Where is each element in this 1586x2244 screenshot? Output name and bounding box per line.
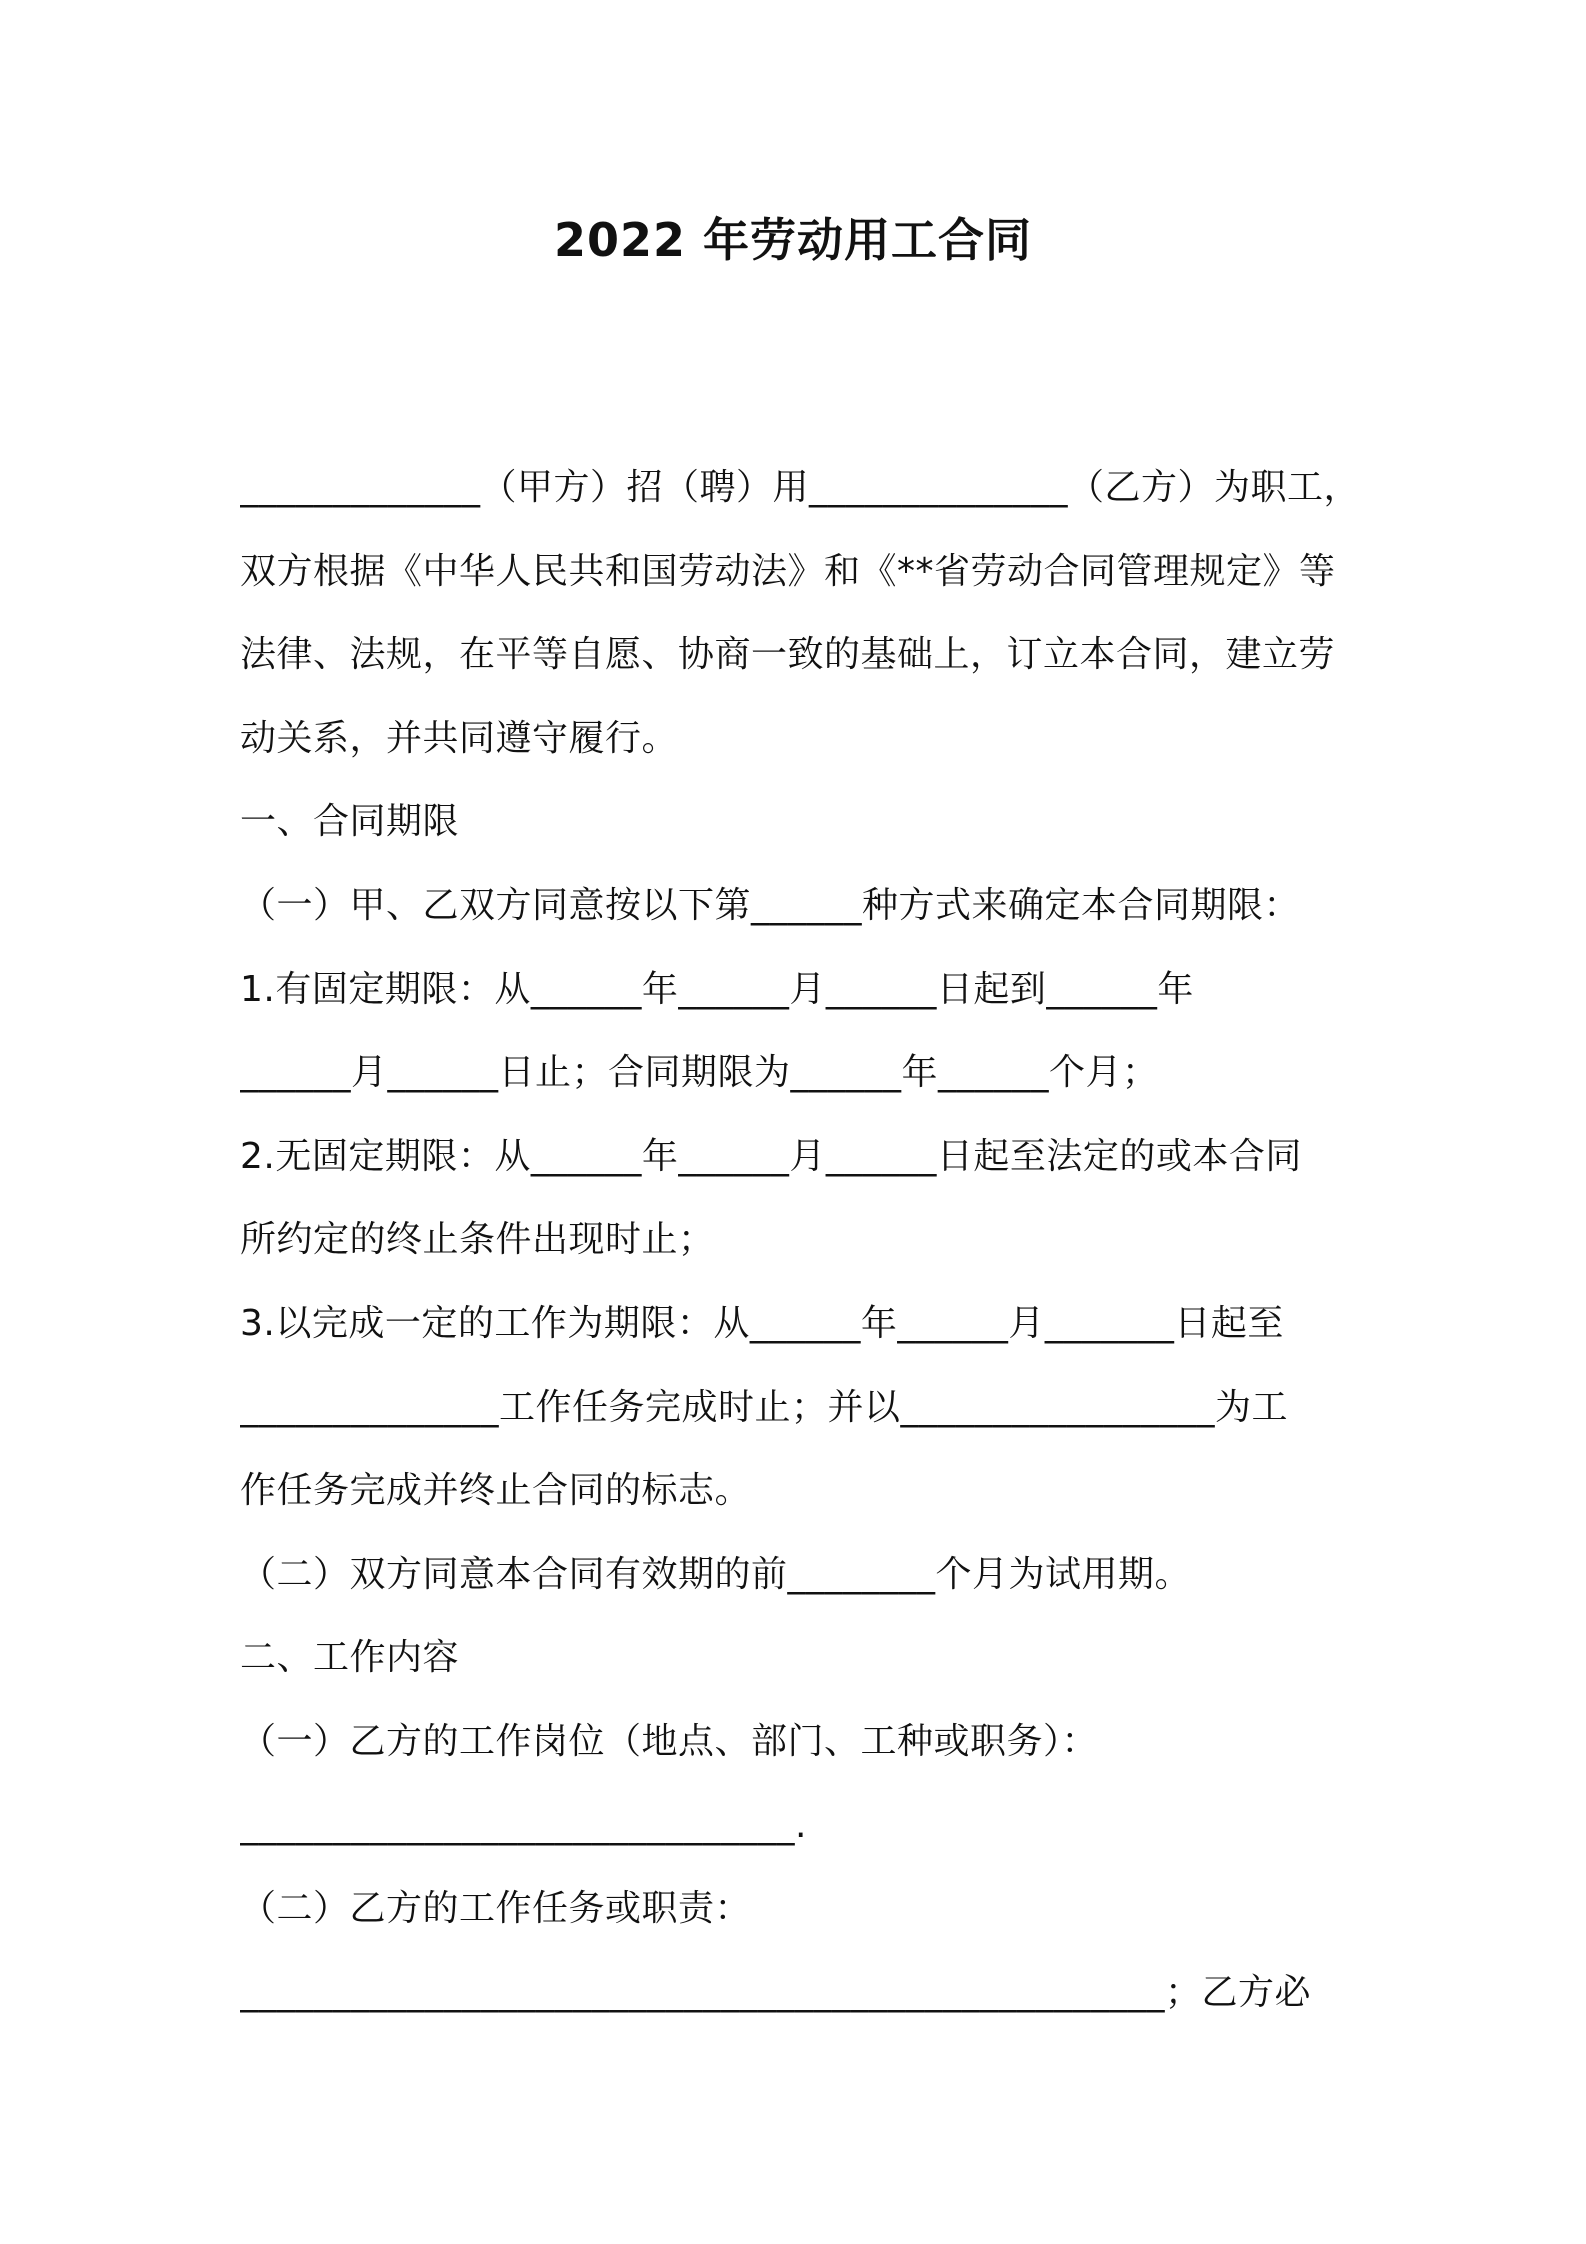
body-line: 动关系，并共同遵守履行。 [240, 717, 679, 759]
body-line: __________________________________________________；乙方必 [240, 1971, 1311, 2013]
body-line: ______月______日止；合同期限为______年______个月； [240, 1052, 1159, 1094]
section-heading-work-content: 二、工作内容 [240, 1637, 460, 1679]
document-title: 2022 年劳动用工合同 [553, 213, 1033, 267]
document-body [240, 446, 1360, 2034]
section-heading-contract-term: 一、合同期限 [240, 801, 460, 843]
body-line: 1.有固定期限：从______年______月______日起到______年 [240, 968, 1194, 1010]
body-line: ______________工作任务完成时止；并以_________________为工 [240, 1386, 1289, 1428]
body-line: 所约定的终止条件出现时止； [240, 1219, 715, 1261]
body-line: （一）甲、乙双方同意按以下第______种方式来确定本合同期限： [240, 884, 1301, 926]
body-line: 3.以完成一定的工作为期限：从______年______月_______日起至 [240, 1302, 1284, 1344]
body-line: 双方根据《中华人民共和国劳动法》和《**省劳动合同管理规定》等 [240, 550, 1336, 592]
body-line: （一）乙方的工作岗位（地点、部门、工种或职务）： [240, 1720, 1099, 1762]
body-line: （二）双方同意本合同有效期的前________个月为试用期。 [240, 1553, 1192, 1595]
body-line: 2.无固定期限：从______年______月______日起至法定的或本合同 [240, 1135, 1302, 1177]
body-line: （二）乙方的工作任务或职责： [240, 1888, 752, 1930]
body-line: _____________（甲方）招（聘）用______________（乙方）为职工， [240, 467, 1360, 508]
body-line: 法律、法规，在平等自愿、协商一致的基础上，订立本合同，建立劳 [240, 634, 1336, 676]
body-line: ______________________________. [240, 1804, 807, 1846]
body-line: 作任务完成并终止合同的标志。 [240, 1470, 752, 1512]
